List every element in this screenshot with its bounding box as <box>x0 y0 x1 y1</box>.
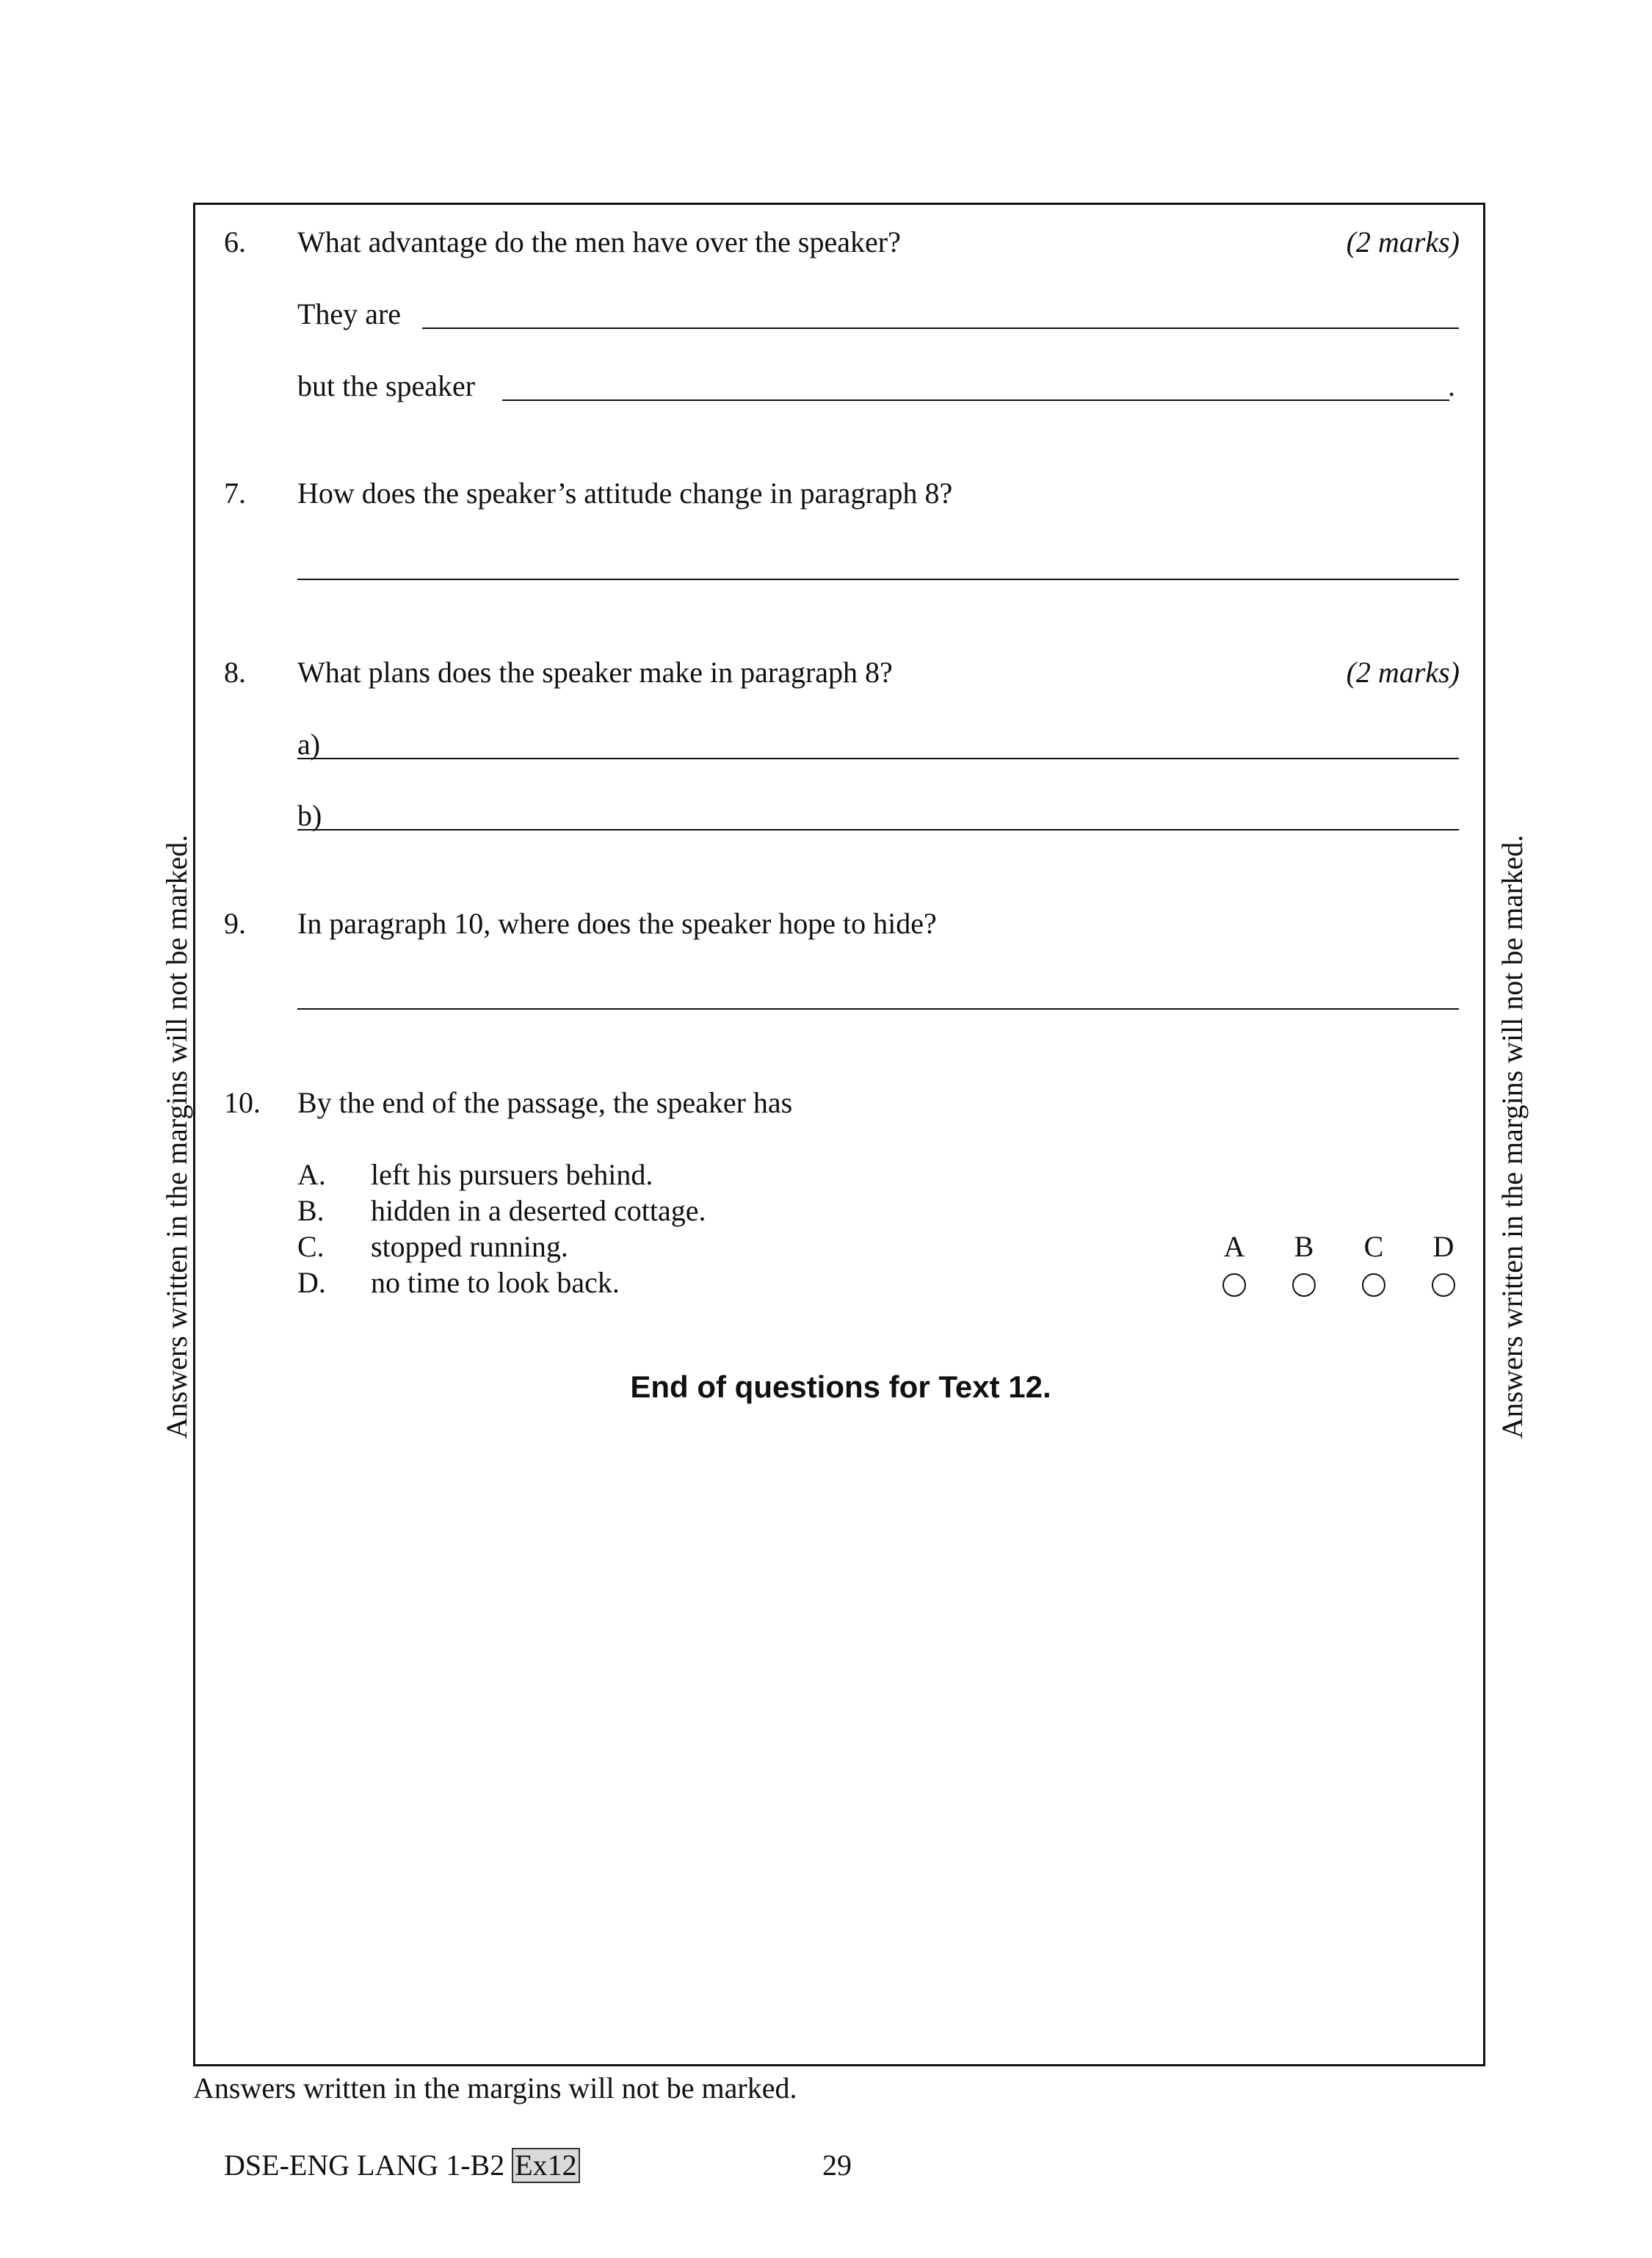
footer-code <box>224 2148 580 2183</box>
q10-option-d-text: no time to look back. <box>371 1266 620 1299</box>
left-margin-note: Answers written in the margins will not be marked. <box>160 834 193 1439</box>
q7-text: How does the speaker’s attitude change in paragraph 8? <box>297 477 953 510</box>
answer-bubble-a[interactable] <box>1222 1273 1246 1297</box>
end-of-questions-text: End of questions for Text 12. <box>630 1369 1051 1404</box>
q8-part-a-label: a) <box>297 728 321 761</box>
bubble-label-b: B <box>1294 1230 1314 1263</box>
q10-option-b-text: hidden in a deserted cottage. <box>371 1194 706 1227</box>
q10-option-c-text: stopped running. <box>371 1230 568 1263</box>
q10-number: 10. <box>224 1086 261 1119</box>
q9-answer-line[interactable] <box>297 1008 1459 1010</box>
q10-option-b-letter: B. <box>297 1194 325 1227</box>
q6-answer-line-1[interactable] <box>422 328 1459 329</box>
q7-number: 7. <box>224 477 246 510</box>
bottom-margin-note: Answers written in the margins will not be marked. <box>193 2071 797 2105</box>
q10-option-c-letter: C. <box>297 1230 325 1263</box>
q6-number: 6. <box>224 225 246 258</box>
answer-bubble-d[interactable] <box>1432 1273 1455 1297</box>
page-number: 29 <box>822 2149 852 2182</box>
q8-marks: (2 marks) <box>1346 656 1460 689</box>
q6-line2-end: . <box>1448 369 1455 402</box>
right-margin-note: Answers written in the margins will not be marked. <box>1496 834 1529 1439</box>
q6-text: What advantage do the men have over the speaker? <box>297 225 901 258</box>
q8-text: What plans does the speaker make in paragraph 8? <box>297 656 893 689</box>
bubble-label-a: A <box>1223 1230 1245 1263</box>
q8-answer-line-a[interactable] <box>297 758 1459 759</box>
q9-number: 9. <box>224 907 246 940</box>
q10-option-a-text: left his pursuers behind. <box>371 1158 653 1191</box>
footer-code-box: Ex12 <box>512 2148 579 2183</box>
answer-bubble-c[interactable] <box>1362 1273 1385 1297</box>
q8-number: 8. <box>224 656 246 689</box>
q10-option-a-letter: A. <box>297 1158 326 1191</box>
q7-answer-line[interactable] <box>297 579 1459 580</box>
answer-bubble-b[interactable] <box>1292 1273 1316 1297</box>
bubble-label-d: D <box>1432 1230 1454 1263</box>
q6-answer-line-2[interactable] <box>502 399 1449 401</box>
q6-marks: (2 marks) <box>1346 225 1460 258</box>
q8-part-b-label: b) <box>297 799 322 832</box>
bubble-label-c: C <box>1363 1230 1384 1263</box>
q6-line1-prefix: They are <box>297 297 402 330</box>
q10-option-d-letter: D. <box>297 1266 326 1299</box>
q6-line2-prefix: but the speaker <box>297 369 476 402</box>
q9-text: In paragraph 10, where does the speaker hope to hide? <box>297 907 937 940</box>
q10-text: By the end of the passage, the speaker has <box>297 1086 793 1119</box>
q8-answer-line-b[interactable] <box>297 829 1459 831</box>
footer-code-text: DSE-ENG LANG 1-B2 <box>224 2149 505 2182</box>
